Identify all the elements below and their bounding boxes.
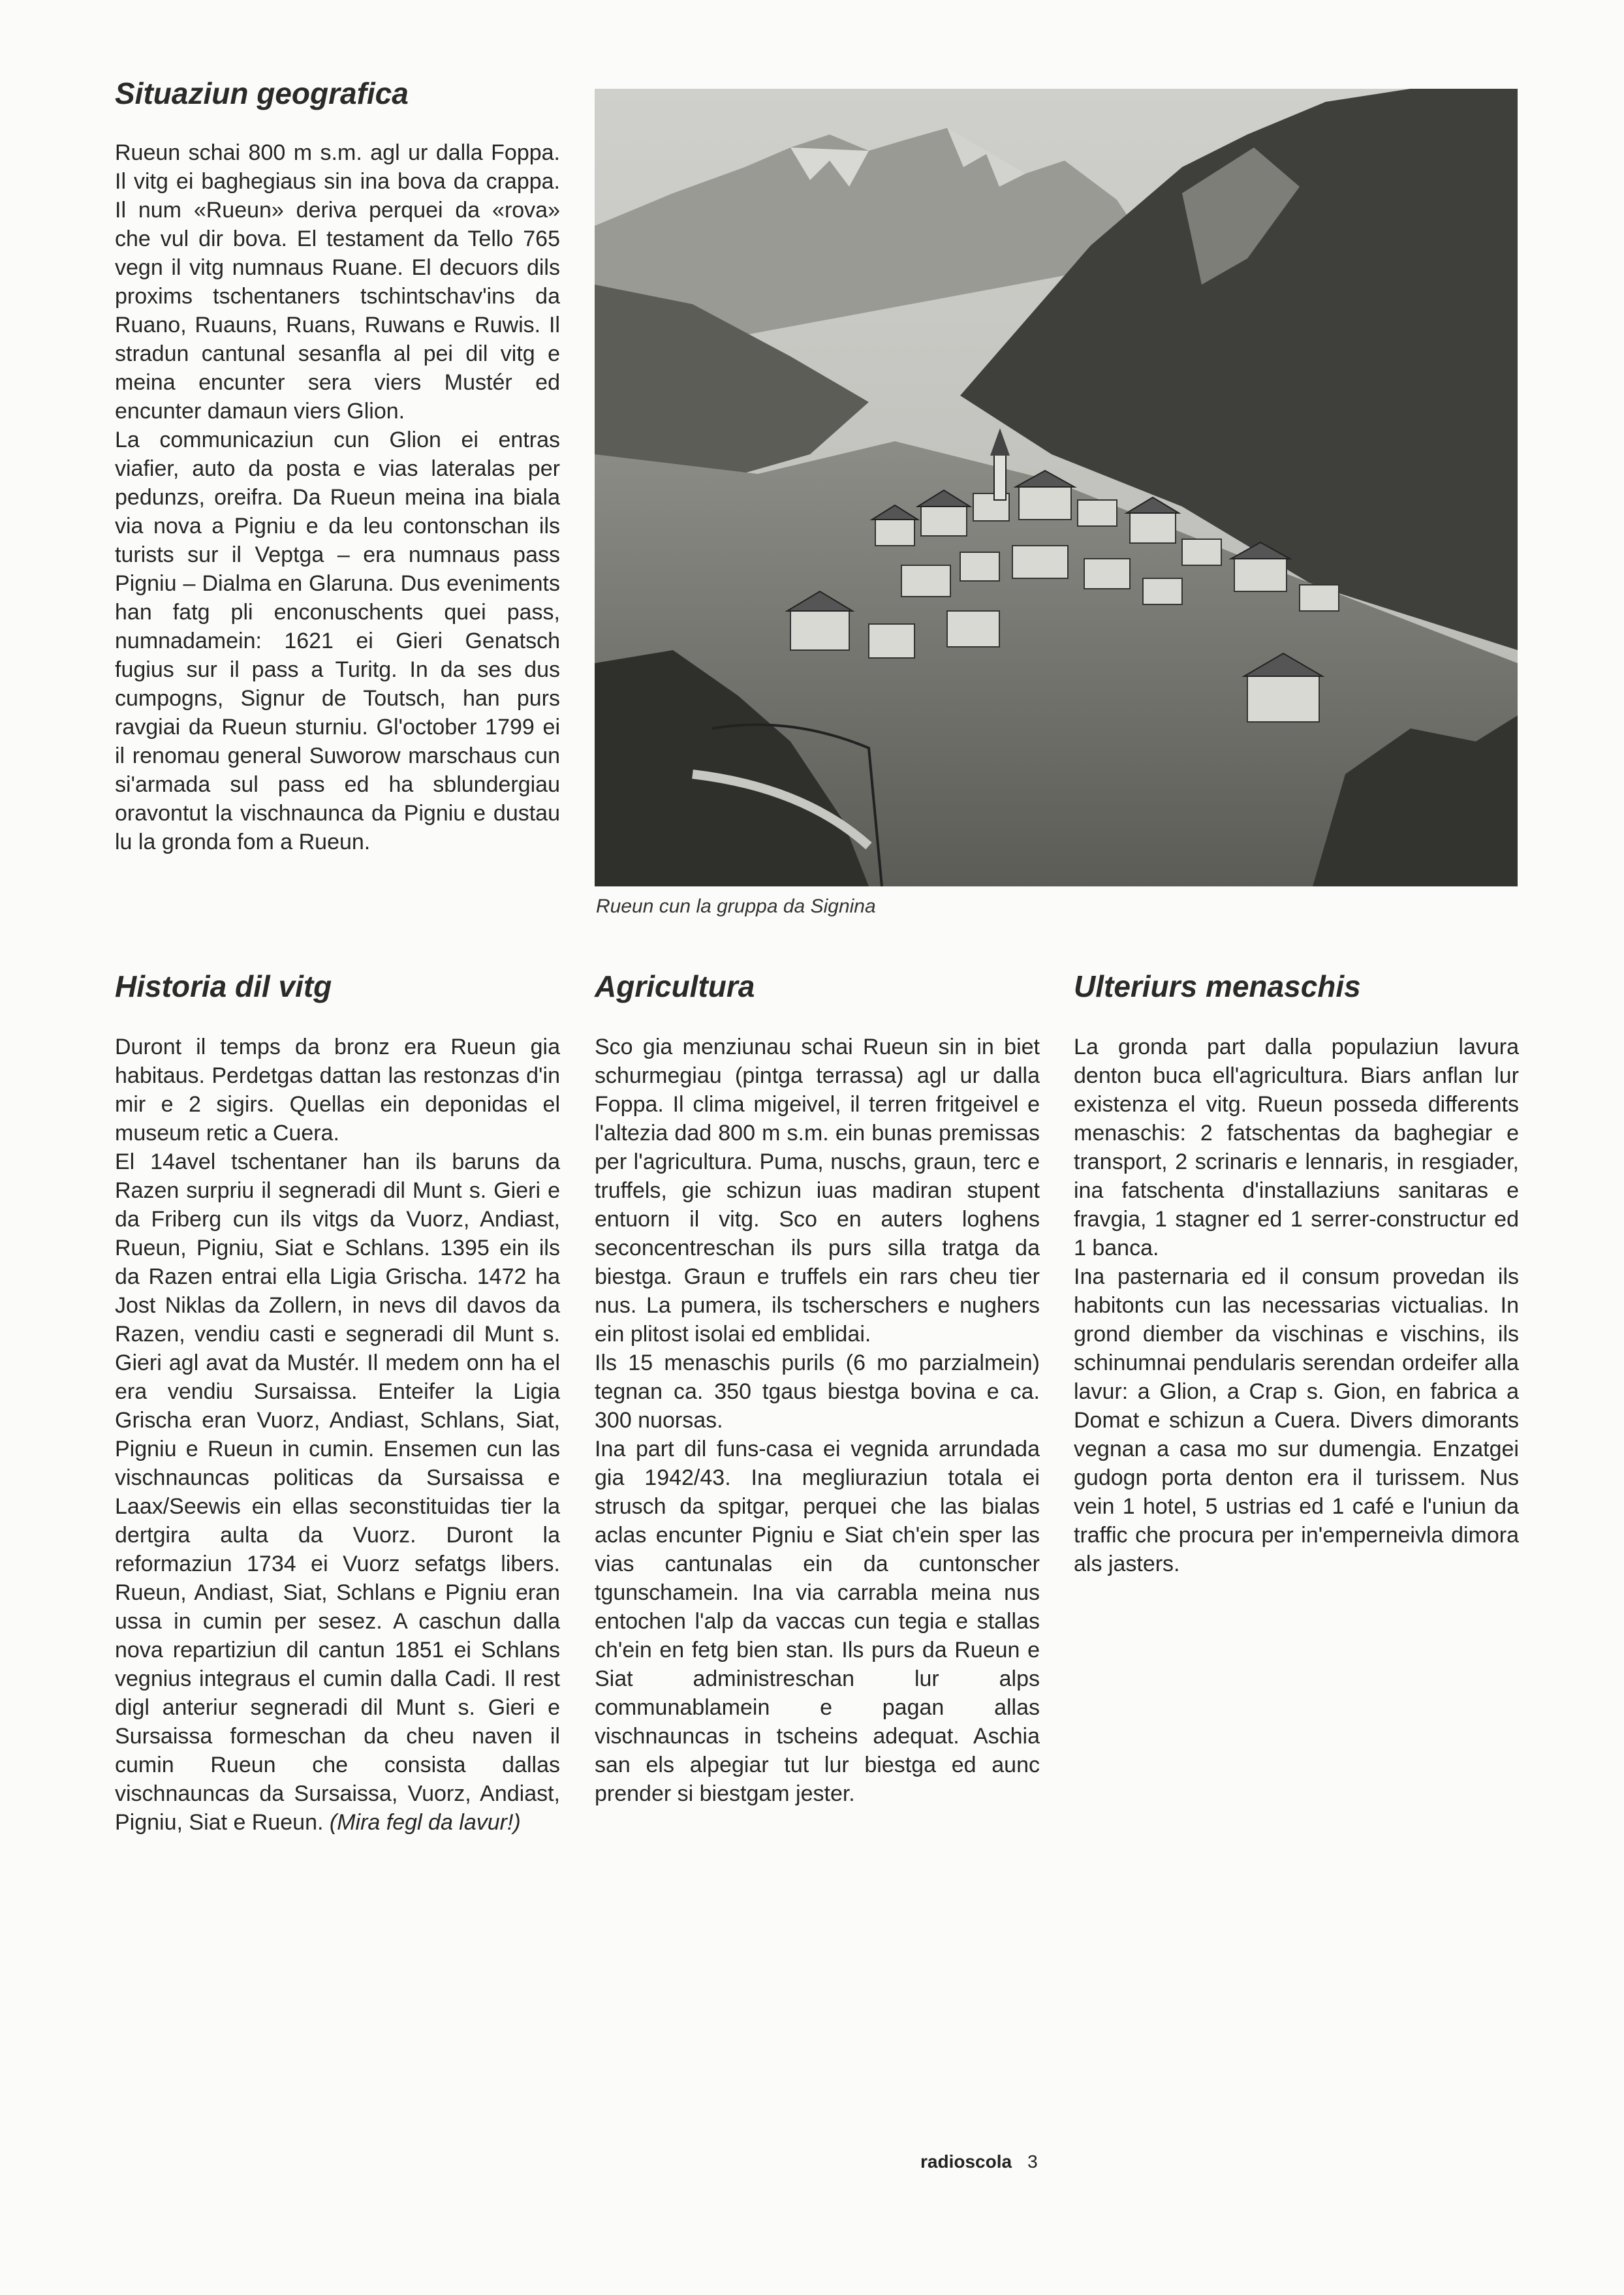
paragraph: Rueun schai 800 m s.m. agl ur dalla Foppa. Il vitg ei baghegiaus sin ina bova da crappa. Il num «Rueun» deriva perquei da «rova» che vul dir bova. El testament da Tello 765 vegn il vitg numnaus Ruane. El decuors dils proxims tschentaners tschintschav'ins da Ruano, Ruauns, Ruans, Ruwans e Ruwis. Il stradun cantunal sesanfla al pei dil vitg e meina encunter sera viers Mustér ed encunter damaun viers Glion. bbox=[115, 140, 560, 424]
heading-situaziun-geografica: Situaziun geografica bbox=[115, 76, 409, 110]
worksheet-note: (Mira fegl da lavur!) bbox=[329, 1810, 521, 1835]
column-agricultura bbox=[595, 1033, 1040, 1808]
village-mountain-photo bbox=[595, 89, 1518, 886]
paragraph: Sco gia menziunau schai Rueun sin in biet schurmegiau (pintga terrassa) agl ur dalla Foppa. Il clima migeivel, il terren fritgeivel e l'altezia dad 800 m s.m. ein bunas premissas per l'agricultura. Puma, nuschs, graun, terc e truffels, gie schizun iuas madiran stupent entuorn il vitg. Sco en auters loghens seconcentreschan ils purs silla tratga da biestga. Graun e truffels ein rars cheu tier nus. La pumera, ils tscherschers e nughers ein plitost isolai ed emblidai. bbox=[595, 1035, 1040, 1347]
column-ulteriurs-menaschis bbox=[1074, 1033, 1519, 1578]
column-situaziun-geografica bbox=[115, 138, 560, 856]
paragraph: Ina pasternaria ed il consum provedan ils habitonts cun las necessarias victualias. In grond diember da vischinas e vischins, ils schinumnai pendularis serendan ordeifer alla lavur: a Glion, a Crap s. Gion, en fabrica a Domat e schizun a Cuera. Divers dimorants vegnan a casa mo sur dumengia. Enzatgei gudogn porta denton era il turissem. Nus vein 1 hotel, 5 ustrias ed 1 café e l'uniun da traffic che procura per in'emperneivla dimora als jasters. bbox=[1074, 1264, 1519, 1576]
column-historia-dil-vitg bbox=[115, 1033, 560, 1837]
paragraph: Ina part dil funs-casa ei vegnida arrundada gia 1942/43. Ina megliuraziun totala ei strusch da spitgar, perquei che las bialas aclas encunter Pigniu e Siat ch'ein sper las vias cantunalas ein da cuntonscher tgunschamein. Ina via carrabla meina nus entochen l'alp da vaccas cun tegia e stallas ch'ein en fetg bien stan. Ils purs da Rueun e Siat administreschan lur alps communablamein e pagan allas vischnauncas in tscheins adequat. Aschia san els alpegiar tut lur biestga ed aunc prender si biestgam jester. bbox=[595, 1437, 1040, 1806]
paragraph: Ils 15 menaschis purils (6 mo parzialmein) tegnan ca. 350 tgaus biestga bovina e ca. 300 nuorsas. bbox=[595, 1350, 1040, 1433]
heading-ulteriurs-menaschis: Ulteriurs menaschis bbox=[1074, 969, 1361, 1003]
heading-historia-dil-vitg: Historia dil vitg bbox=[115, 969, 332, 1003]
publication-name: radioscola bbox=[920, 2151, 1012, 2172]
paragraph: Duront il temps da bronz era Rueun gia habitaus. Perdetgas dattan las restonzas d'in mir e 2 sigirs. Quellas ein deponidas el museum retic a Cuera. bbox=[115, 1035, 560, 1146]
paragraph-text: El 14avel tschentaner han ils baruns da Razen surpriu il segneradi dil Munt s. Gieri e da Friberg cun ils vitgs da Vuorz, Andiast, Rueun, Pigniu, Siat e Schlans. 1395 ein ils da Razen entrai ella Ligia Grischa. 1472 ha Jost Niklas da Zollern, in nevs dil davos da Razen, vendiu casti e segneradi dil Munt s. Gieri agl avat da Mustér. Il medem onn ha el era vendiu Sursaissa. Enteifer la Ligia Grischa eran Vuorz, Andiast, Schlans, Siat, Pigniu e Rueun in cumin. Ensemen cun las vischnauncas politicas da Sursaissa e Laax/Seewis ein ellas seconstituidas tier la dertgira aulta da Vuorz. Duront la reformaziun 1734 ei Vuorz sefatgs libers. Rueun, Andiast, Siat, Schlans e Pigniu eran ussa in cumin per sesez. A caschun dalla nova repartiziun dil cantun 1851 ei Schlans vegnius integraus el cumin dalla Cadi. Il rest digl anteriur segneradi dil Munt s. Gieri e Sursaissa formeschan da cheu naven il cumin Rueun che consista dallas vischnauncas da Sursaissa, Vuorz, Andiast, Pigniu, Siat e Rueun. bbox=[115, 1149, 560, 1835]
paragraph: La gronda part dalla populaziun lavura denton buca ell'agricultura. Biars anflan lur existenza el vitg. Rueun posseda differents menaschis: 2 fatschentas da baghegiar e transport, 2 scrinaris e lennaris, in resgiader, ina fatschenta d'installaziuns sanitaras e fravgia, 1 stagner ed 1 serrer-constructur ed 1 banca. bbox=[1074, 1035, 1519, 1260]
heading-agricultura: Agricultura bbox=[595, 969, 755, 1003]
photo-caption: Rueun cun la gruppa da Signina bbox=[596, 896, 876, 917]
page-footer bbox=[920, 2151, 1038, 2172]
paragraph: La communicaziun cun Glion ei entras viafier, auto da posta e vias lateralas per pedunzs, oreifra. Da Rueun meina ina biala via nova a Pigniu e da leu contonschan ils turists sur il Veptga – era numnaus pass Pigniu – Dialma en Glaruna. Dus eveniments han fatg pli enconuschents quei pass, numnadamein: 1621 ei Gieri Genatsch fugius sur il pass a Turitg. In da ses dus cumpogns, Signur de Toutsch, han purs ravgiai da Rueun sturniu. Gl'october 1799 ei il renomau general Suworow marschaus cun si'armada sul pass ed ha sblundergiau oravontut la vischnaunca da Pigniu e dustau lu la gronda fom a Rueun. bbox=[115, 428, 560, 854]
page-number: 3 bbox=[1027, 2151, 1038, 2172]
paragraph bbox=[115, 1148, 560, 1837]
